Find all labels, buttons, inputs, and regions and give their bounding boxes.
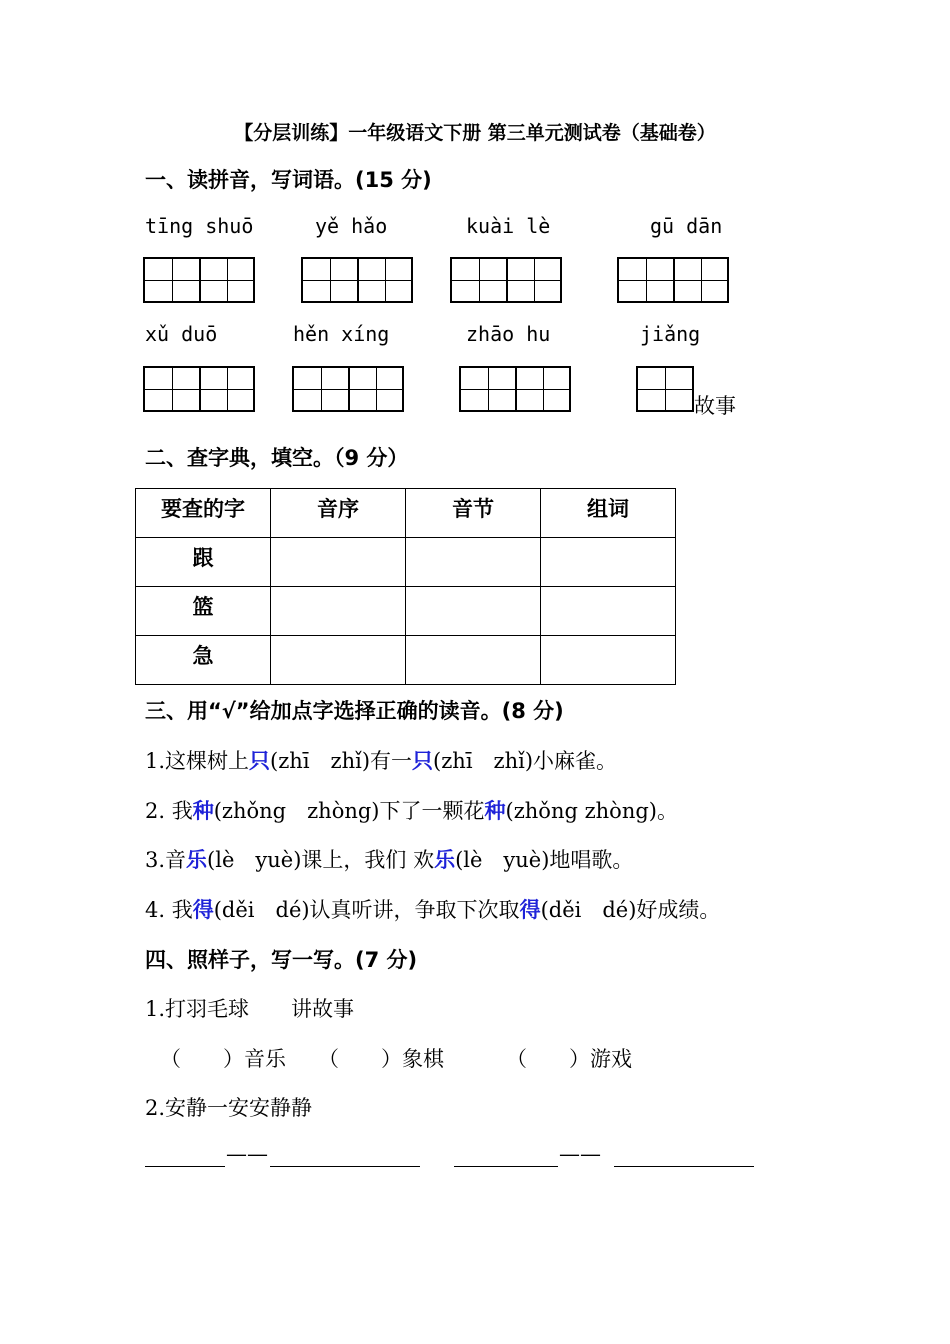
section-3-heading: 三、用“√”给加点字选择正确的读音。(8 分) bbox=[145, 699, 564, 723]
example-text: 1.打羽毛球 讲故事 bbox=[145, 997, 355, 1021]
answer-line[interactable] bbox=[145, 1166, 225, 1167]
question-line: 4. 我得(děi dé)认真听讲，争取下次取得(děi dé)好成绩。 bbox=[145, 897, 721, 922]
answer-line[interactable] bbox=[270, 1166, 420, 1167]
answer-cell[interactable] bbox=[271, 636, 406, 685]
table-header: 音节 bbox=[406, 489, 541, 538]
pinyin-label: jiǎng bbox=[640, 322, 701, 346]
answer-cell[interactable] bbox=[271, 587, 406, 636]
answer-line[interactable] bbox=[454, 1166, 558, 1167]
suffix-text: 故事 bbox=[694, 394, 736, 418]
table-char: 跟 bbox=[136, 538, 271, 587]
table-header-row bbox=[136, 489, 676, 538]
answer-cell[interactable] bbox=[406, 636, 541, 685]
table-row bbox=[136, 538, 676, 587]
writing-grid[interactable] bbox=[459, 366, 571, 412]
answer-cell[interactable] bbox=[406, 538, 541, 587]
pinyin-label: hěn xíng bbox=[293, 322, 390, 346]
answer-cell[interactable] bbox=[406, 587, 541, 636]
answer-cell[interactable] bbox=[271, 538, 406, 587]
pinyin-label: zhāo hu bbox=[466, 322, 551, 346]
section-4-heading: 四、照样子，写一写。(7 分) bbox=[145, 948, 418, 972]
writing-grid[interactable] bbox=[636, 366, 694, 412]
answer-cell[interactable] bbox=[541, 587, 676, 636]
fill-blank[interactable]: （ ）象棋 bbox=[318, 1047, 444, 1071]
answer-cell[interactable] bbox=[541, 636, 676, 685]
pinyin-label: gū dān bbox=[650, 214, 723, 238]
question-line: 3.音乐(lè yuè)课上，我们 欢乐(lè yuè)地唱歌。 bbox=[145, 847, 634, 872]
answer-line[interactable] bbox=[614, 1166, 754, 1167]
writing-grid[interactable] bbox=[450, 257, 562, 303]
table-header: 音序 bbox=[271, 489, 406, 538]
fill-blank[interactable]: （ ）音乐 bbox=[160, 1047, 286, 1071]
pinyin-label: tīng shuō bbox=[145, 214, 254, 238]
dictionary-table bbox=[135, 488, 676, 685]
fill-blank[interactable]: （ ）游戏 bbox=[506, 1047, 632, 1071]
writing-grid[interactable] bbox=[292, 366, 404, 412]
pinyin-label: xǔ duō bbox=[145, 322, 218, 346]
writing-grid[interactable] bbox=[617, 257, 729, 303]
example-text: 2.安静一安安静静 bbox=[145, 1096, 313, 1120]
answer-cell[interactable] bbox=[541, 538, 676, 587]
table-header: 要查的字 bbox=[136, 489, 271, 538]
pinyin-label: yě hǎo bbox=[315, 214, 388, 238]
writing-grid[interactable] bbox=[143, 257, 255, 303]
section-2-heading: 二、查字典，填空。（9 分） bbox=[145, 446, 409, 470]
dash: —— bbox=[226, 1142, 268, 1166]
pinyin-label: kuài lè bbox=[466, 214, 551, 238]
dash: —— bbox=[559, 1142, 601, 1166]
table-header: 组词 bbox=[541, 489, 676, 538]
table-char: 篮 bbox=[136, 587, 271, 636]
question-line: 1.这棵树上只(zhī zhǐ)有一只(zhī zhǐ)小麻雀。 bbox=[145, 748, 618, 773]
question-line: 2. 我种(zhǒng zhòng)下了一颗花种(zhǒng zhòng)。 bbox=[145, 798, 678, 823]
section-1-heading: 一、读拼音，写词语。(15 分) bbox=[145, 168, 432, 192]
writing-grid[interactable] bbox=[301, 257, 413, 303]
table-char: 急 bbox=[136, 636, 271, 685]
writing-grid[interactable] bbox=[143, 366, 255, 412]
table-row bbox=[136, 587, 676, 636]
page-title: 【分层训练】一年级语文下册 第三单元测试卷（基础卷） bbox=[234, 122, 716, 144]
table-row bbox=[136, 636, 676, 685]
